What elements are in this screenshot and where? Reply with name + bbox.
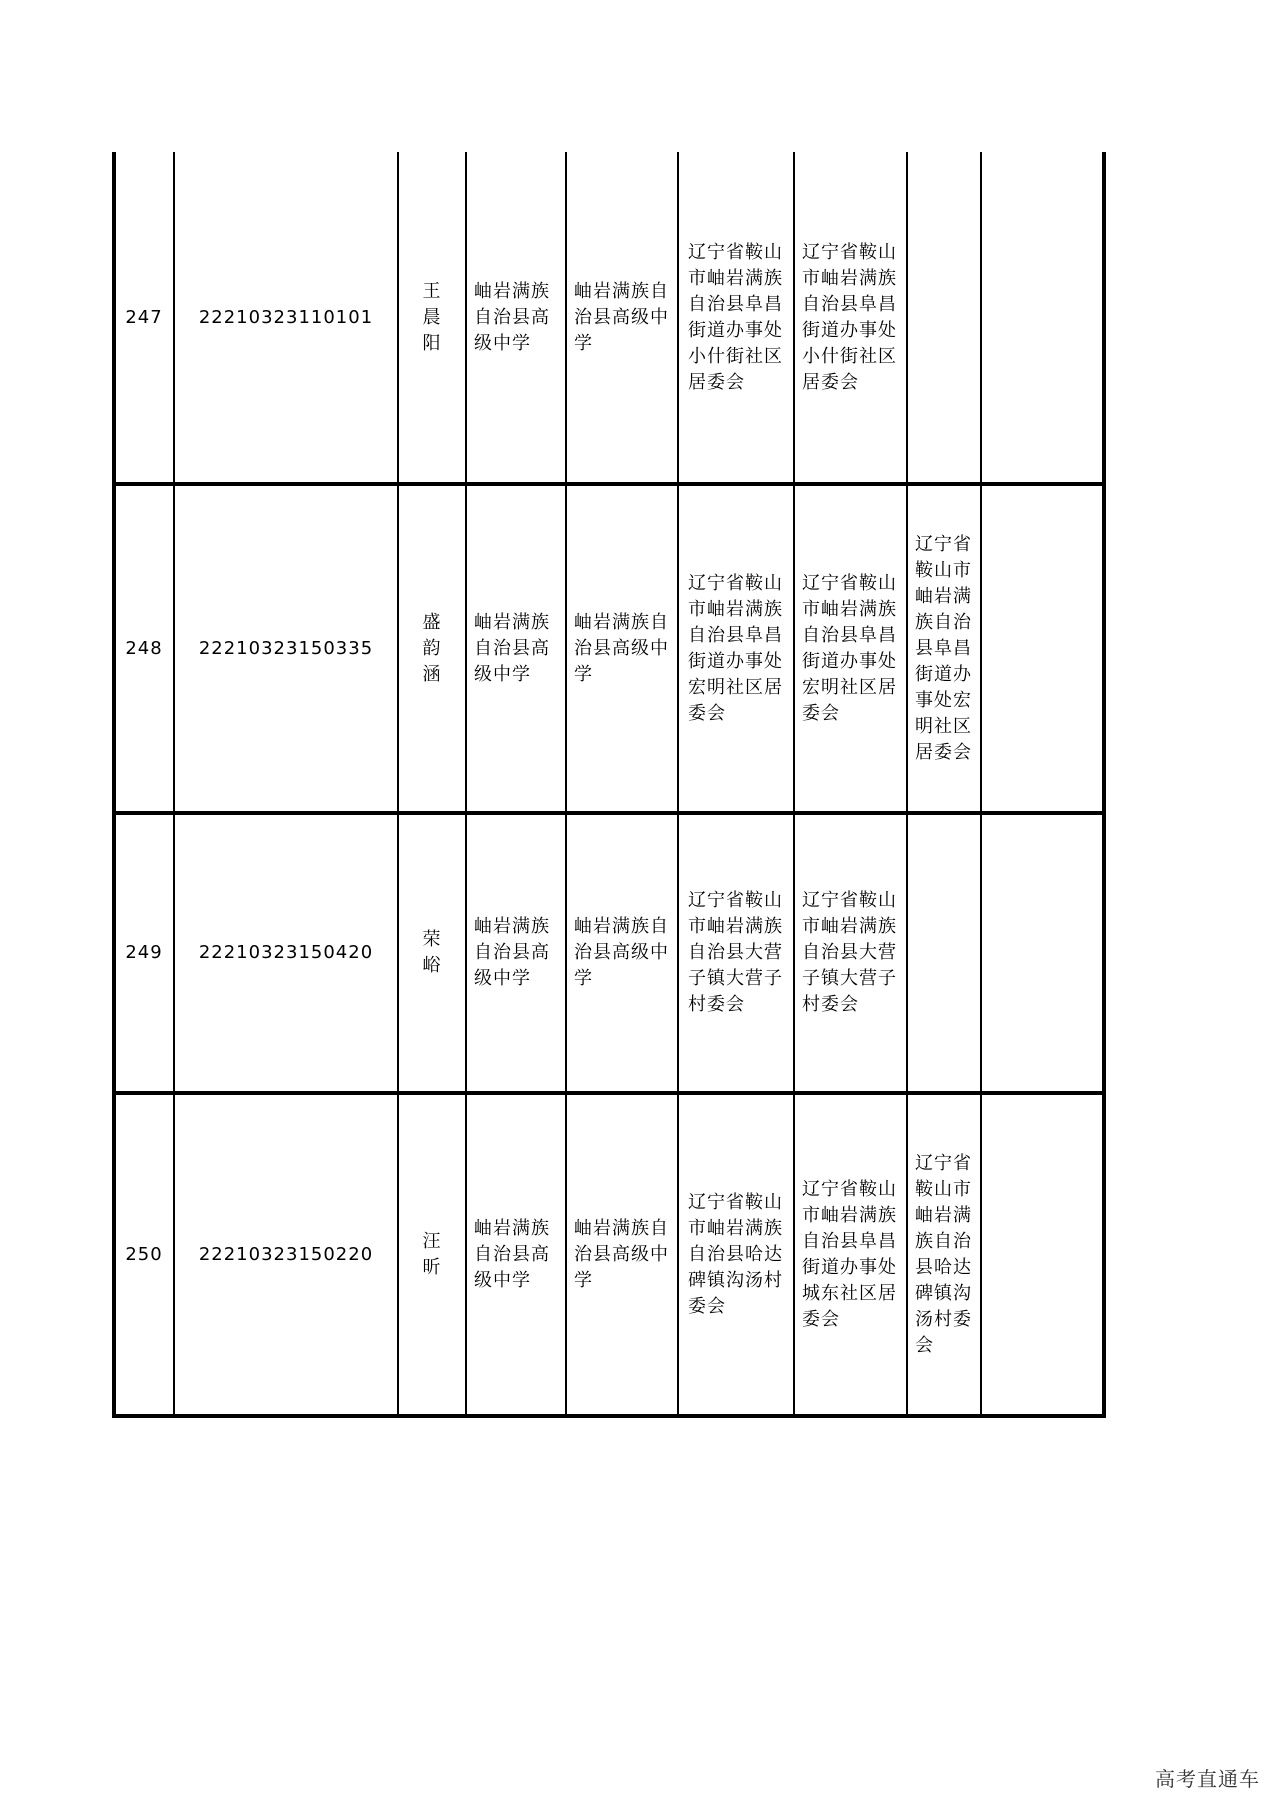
table-vertical-rule [1102,152,1106,1418]
cell-school-full-text: 岫岩满族自治县高级中学 [574,916,669,989]
cell-school [468,154,564,482]
cell-name-text: 荣峪 [422,929,442,976]
cell-school [468,815,564,1091]
cell-name [400,815,464,1091]
cell-address-2-text: 辽宁省鞍山市岫岩满族自治县大营子镇大营子村委会 [802,890,897,1015]
table-vertical-rule [173,152,175,1418]
cell-school-text: 岫岩满族自治县高级中学 [474,1217,550,1291]
cell-school-full [568,815,676,1091]
cell-address-2 [796,486,905,811]
cell-address-1 [680,486,792,811]
table-vertical-rule [565,152,567,1418]
cell-school-full [568,154,676,482]
cell-address-1-text: 辽宁省鞍山市岫岩满族自治县阜昌街道办事处小什街社区居委会 [688,242,783,393]
cell-exam-id [176,486,396,811]
cell-address-1 [680,815,792,1091]
cell-exam-id-text: 22210323110101 [198,307,374,328]
cell-address-3 [909,154,979,482]
cell-address-2-text: 辽宁省鞍山市岫岩满族自治县阜昌街道办事处城东社区居委会 [802,1178,897,1330]
cell-address-1 [680,154,792,482]
cell-name-text: 盛韵涵 [422,611,442,685]
cell-address-2 [796,154,905,482]
cell-note [983,815,1102,1091]
cell-exam-id-text: 22210323150220 [198,1243,374,1265]
cell-address-3-text: 辽宁省鞍山市岫岩满族自治县阜昌街道办事处宏明社区居委会 [915,533,972,763]
table-vertical-rule [465,152,467,1418]
cell-school-full [568,486,676,811]
cell-address-2 [796,1095,905,1414]
cell-seq [116,815,172,1091]
cell-exam-id [176,154,396,482]
cell-school-text: 岫岩满族自治县高级中学 [474,611,550,685]
cell-name [400,1095,464,1414]
cell-address-2 [796,815,905,1091]
table-vertical-rule [906,152,908,1418]
cell-exam-id [176,1095,396,1414]
cell-address-2-text: 辽宁省鞍山市岫岩满族自治县阜昌街道办事处宏明社区居委会 [802,572,897,724]
table-vertical-rule [397,152,399,1418]
cell-seq-text: 248 [125,637,163,659]
cell-school-text: 岫岩满族自治县高级中学 [474,281,550,354]
cell-address-3 [909,486,979,811]
cell-school-full-text: 岫岩满族自治县高级中学 [574,281,669,354]
cell-seq [116,1095,172,1414]
cell-seq-text: 250 [125,1243,163,1265]
cell-note [983,154,1102,482]
cell-address-3-text: 辽宁省鞍山市岫岩满族自治县哈达碑镇沟汤村委会 [915,1152,972,1356]
cell-note [983,486,1102,811]
cell-name [400,154,464,482]
cell-exam-id-text: 22210323150335 [198,637,374,659]
cell-exam-id-text: 22210323150420 [198,942,374,963]
cell-seq [116,154,172,482]
cell-name [400,486,464,811]
cell-address-3 [909,815,979,1091]
cell-address-2-text: 辽宁省鞍山市岫岩满族自治县阜昌街道办事处小什街社区居委会 [802,242,897,393]
candidate-table [114,152,1106,1418]
cell-address-1-text: 辽宁省鞍山市岫岩满族自治县大营子镇大营子村委会 [688,890,783,1015]
cell-school [468,1095,564,1414]
cell-address-1 [680,1095,792,1414]
cell-note [983,1095,1102,1414]
cell-name-text: 王晨阳 [422,281,442,354]
cell-address-1-text: 辽宁省鞍山市岫岩满族自治县哈达碑镇沟汤村委会 [688,1191,783,1317]
cell-address-3 [909,1095,979,1414]
table-vertical-rule [793,152,795,1418]
watermark-text: 高考直通车 [1155,1767,1260,1791]
cell-school-text: 岫岩满族自治县高级中学 [474,916,550,989]
cell-seq-text: 247 [125,307,163,328]
cell-address-1-text: 辽宁省鞍山市岫岩满族自治县阜昌街道办事处宏明社区居委会 [688,572,783,724]
table-horizontal-rule [114,1414,1106,1418]
cell-exam-id [176,815,396,1091]
cell-name-text: 汪昕 [422,1230,442,1278]
table-vertical-rule [980,152,982,1418]
cell-school-full-text: 岫岩满族自治县高级中学 [574,1217,669,1291]
cell-school-full [568,1095,676,1414]
cell-school-full-text: 岫岩满族自治县高级中学 [574,611,669,685]
table-vertical-rule [677,152,679,1418]
cell-school [468,486,564,811]
cell-seq-text: 249 [125,942,163,963]
cell-seq [116,486,172,811]
